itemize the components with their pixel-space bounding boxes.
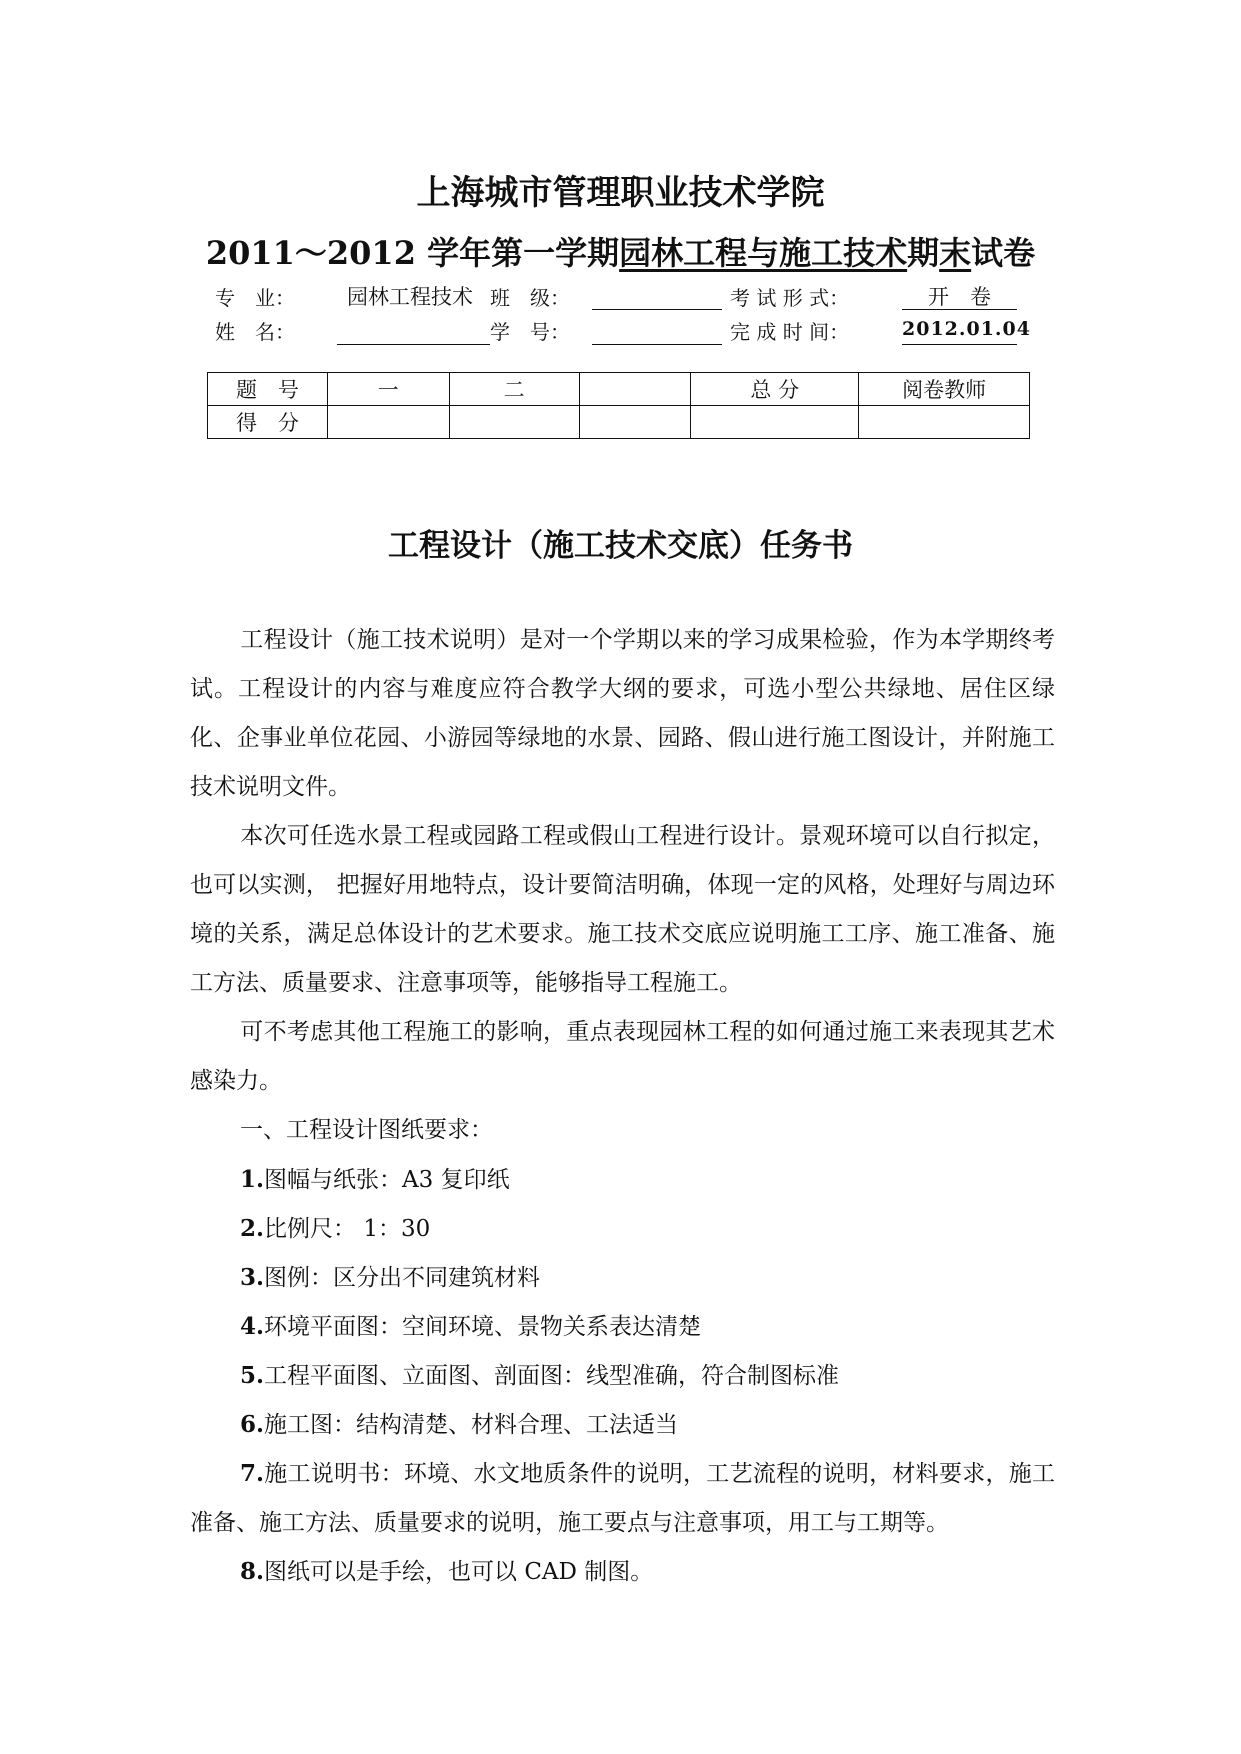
item-text: 工程平面图、立面图、剖面图：线型准确，符合制图标准 [264, 1363, 840, 1389]
item-number: 3. [240, 1264, 265, 1291]
item-number: 8. [240, 1558, 265, 1585]
list-item [240, 1302, 701, 1352]
table-cell: 阅卷教师 [859, 373, 1030, 406]
paragraph [190, 1008, 1055, 1106]
score-cell[interactable] [691, 406, 859, 439]
paragraph-text: 工程设计（施工技术说明）是对一个学期以来的学习成果检验，作为本学期终考试。工程设计的内容与难度应符合教学大纲的要求，可选小型公共绿地、居住区绿化、企事业单位花园、小游园等绿地的水景、园路、假山进行施工图设计，并附施工技术说明文件。 [190, 627, 1055, 800]
table-cell: 总 分 [691, 373, 859, 406]
task-title: 工程设计（施工技术交底）任务书 [388, 528, 853, 564]
table-cell: 一 [327, 373, 449, 406]
item-number: 7. [240, 1460, 265, 1487]
paragraph-text: 本次可任选水景工程或园路工程或假山工程进行设计。景观环境可以自行拟定，也可以实测， 把握好用地特点，设计要简洁明确，体现一定的风格，处理好与周边环境的关系，满足总体设计的艺术要求。施工技术交底应说明施工工序、施工准备、施工方法、质量要求、注意事项等，能够指导工程施工。 [190, 823, 1055, 996]
item-text: 图幅与纸张：A3 复印纸 [264, 1167, 510, 1193]
table-cell: 题 号 [208, 373, 328, 406]
class-underline [592, 309, 722, 310]
item-text: 施工图：结构清楚、材料合理、工法适当 [264, 1412, 679, 1438]
list-item [240, 1547, 653, 1597]
exam-type-underline [902, 309, 1017, 310]
score-table-score-row [208, 406, 1030, 439]
student-id-underline [592, 344, 722, 345]
item-number: 5. [240, 1362, 265, 1389]
title-prefix: 2011～2012 学年第一学期 [205, 234, 620, 272]
paragraph [190, 616, 1055, 812]
list-item [240, 1204, 430, 1254]
table-cell: 二 [449, 373, 579, 406]
item-text: 比例尺： 1：30 [264, 1216, 431, 1242]
title-course: 园林工程与施工技术 [619, 234, 908, 272]
list-item [240, 1351, 839, 1401]
class-label: 班 级： [490, 286, 570, 310]
item-text: 环境平面图：空间环境、景物关系表达清楚 [264, 1314, 702, 1340]
score-cell[interactable] [579, 406, 691, 439]
item-number: 1. [240, 1166, 265, 1193]
name-underline [337, 344, 490, 345]
item-text: 施工说明书：环境、水文地质条件的说明，工艺流程的说明，材料要求，施工准备、施工方法、质量要求的说明，施工要点与注意事项，用工与工期等。 [190, 1461, 1055, 1536]
score-table [207, 372, 1030, 439]
requirements-heading: 一、工程设计图纸要求： [240, 1117, 493, 1143]
item-text: 图例：区分出不同建筑材料 [264, 1265, 541, 1291]
list-item [240, 1253, 540, 1303]
item-number: 6. [240, 1411, 265, 1438]
score-cell[interactable] [859, 406, 1030, 439]
score-cell[interactable] [449, 406, 579, 439]
title-mid: 期 [907, 234, 940, 272]
title-suffix: 试卷 [971, 234, 1036, 272]
table-cell [579, 373, 691, 406]
item-number: 4. [240, 1313, 265, 1340]
exam-type-label: 考 试 形 式： [730, 286, 850, 310]
major-value: 园林工程技术 [347, 285, 473, 309]
finish-time-underline [902, 344, 1017, 345]
major-label: 专 业： [215, 286, 295, 310]
item-text: 图纸可以是手绘，也可以 CAD 制图。 [264, 1559, 654, 1585]
school-name: 上海城市管理职业技术学院 [416, 173, 825, 213]
exam-title [0, 228, 1241, 274]
title-end: 末 [939, 234, 972, 272]
student-id-label: 学 号： [490, 320, 570, 344]
item-number: 2. [240, 1215, 265, 1242]
list-item [240, 1155, 510, 1205]
finish-time-label: 完 成 时 间： [730, 320, 850, 344]
list-item [240, 1400, 678, 1450]
score-cell[interactable] [327, 406, 449, 439]
exam-type-value: 开 卷 [928, 285, 991, 309]
score-table-header-row [208, 373, 1030, 406]
finish-time-value: 2012.01.04 [902, 318, 1031, 340]
name-label: 姓 名： [215, 320, 295, 344]
paragraph-text: 可不考虑其他工程施工的影响，重点表现园林工程的如何通过施工来表现其艺术感染力。 [190, 1019, 1055, 1094]
paragraph [190, 812, 1055, 1008]
table-cell: 得 分 [208, 406, 328, 439]
list-item [190, 1449, 1055, 1548]
